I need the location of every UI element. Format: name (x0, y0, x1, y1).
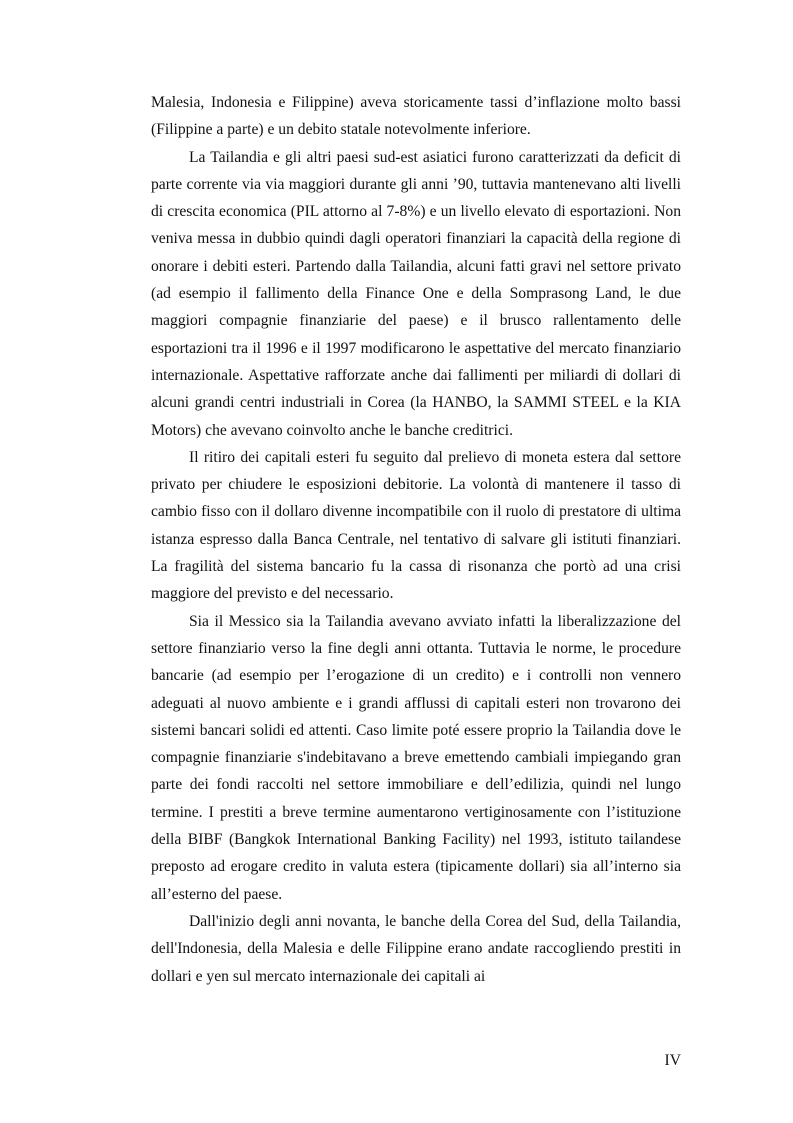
paragraph-tailandia-deficit: La Tailandia e gli altri paesi sud-est asiatici furono caratterizzati da deficit di parte corrente via via maggiori durante gli anni ’90, tuttavia mantenevano alti livelli di crescita economica (PIL attorno al 7-8%) e un livello elevato di esportazioni. Non veniva messa in dubbio quindi dagli operatori finanziari la capacità della regione di onorare i debiti esteri. Partendo dalla Tailandia, alcuni fatti gravi nel settore privato (ad esempio il fallimento della Finance One e della Somprasong Land, le due maggiori compagnie finanziarie del paese) e il brusco rallentamento delle esportazioni tra il 1996 e il 1997 modificarono le aspettative del mercato finanziario internazionale. Aspettative rafforzate anche dai fallimenti per miliardi di dollari di alcuni grandi centri industriali in Corea (la HANBO, la SAMMI STEEL e la KIA Motors) che avevano coinvolto anche le banche creditrici. (151, 148, 681, 439)
paragraph-continuation: Malesia, Indonesia e Filippine) aveva storicamente tassi d’inflazione molto bassi (Filippine a parte) e un debito statale notevolmente inferiore. (151, 94, 681, 139)
paragraph-ritiro-capitali: Il ritiro dei capitali esteri fu seguito dal prelievo di moneta estera dal settore privato per chiudere le esposizioni debitorie. La volontà di mantenere il tasso di cambio fisso con il dollaro divenne incompatibile con il ruolo di prestatore di ultima istanza espresso dalla Banca Centrale, nel tentativo di salvare gli istituti finanziari. La fragilità del sistema bancario fu la cassa di risonanza che portò ad una crisi maggiore del previsto e del necessario. (151, 448, 681, 603)
paragraph-anni-novanta: Dall'inizio degli anni novanta, le banche della Corea del Sud, della Tailandia, dell'Indonesia, della Malesia e delle Filippine erano andate raccogliendo prestiti in dollari e yen sul mercato internazionale dei capitali ai (151, 912, 681, 985)
document-body (151, 89, 681, 990)
page-number: IV (664, 1052, 681, 1069)
paragraph-liberalizzazione: Sia il Messico sia la Tailandia avevano avviato infatti la liberalizzazione del settore finanziario verso la fine degli anni ottanta. Tuttavia le norme, le procedure bancarie (ad esempio per l’erogazione di un credito) e i controlli non vennero adeguati al nuovo ambiente e i grandi afflussi di capitali esteri non trovarono dei sistemi bancari solidi ed attenti. Caso limite poté essere proprio la Tailandia dove le compagnie finanziarie s'indebitavano a breve emettendo cambiali impiegando gran parte dei fondi raccolti nel settore immobiliare e dell’edilizia, quindi nel lungo termine. I prestiti a breve termine aumentarono vertiginosamente con l’istituzione della BIBF (Bangkok International Banking Facility) nel 1993, istituto tailandese preposto ad erogare credito in valuta estera (tipicamente dollari) sia all’interno sia all’esterno del paese. (151, 612, 681, 903)
